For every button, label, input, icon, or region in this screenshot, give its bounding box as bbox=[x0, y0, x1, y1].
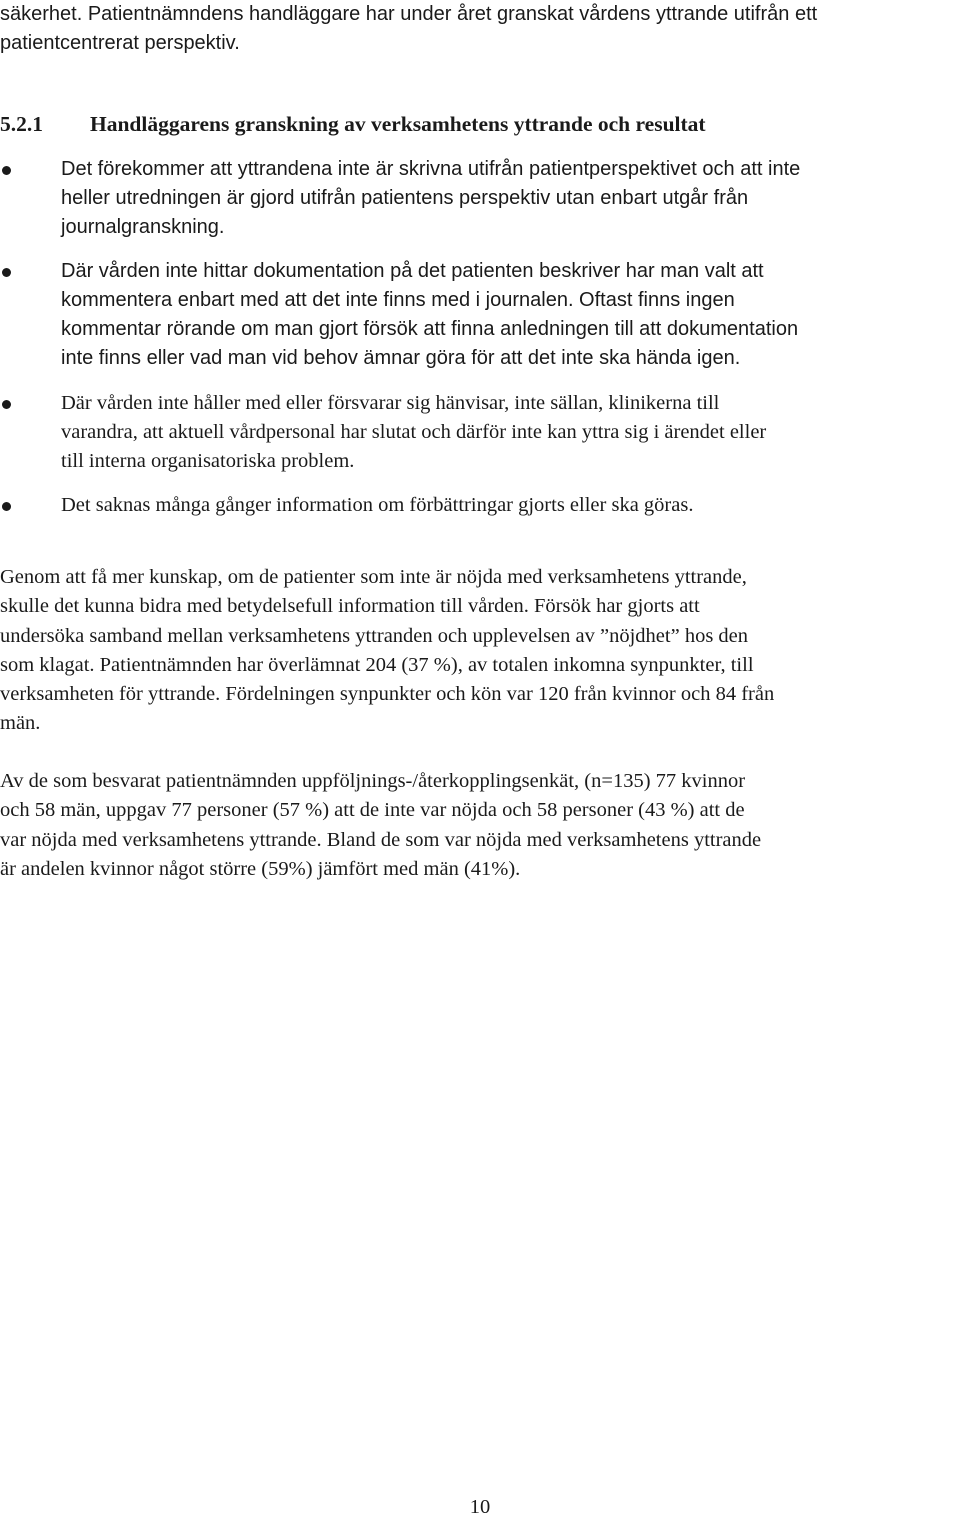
paragraph-line: skulle det kunna bidra med betydelsefull information till vården. Försök har gjorts att bbox=[0, 595, 700, 618]
bullet-line: Det förekommer att yttrandena inte är skrivna utifrån patientperspektivet och att inte bbox=[61, 158, 801, 180]
paragraph-line: var nöjda med verksamhetens yttrande. Bland de som var nöjda med verksamhetens yttrande bbox=[0, 828, 762, 851]
bullet-item-1 bbox=[0, 155, 960, 245]
bullet-text bbox=[61, 491, 693, 520]
paragraph-line: Genom att få mer kunskap, om de patienter som inte är nöjda med verksamhetens yttrande, bbox=[0, 566, 747, 588]
section-number: 5.2.1 bbox=[0, 112, 43, 136]
bullet-line: inte finns eller vad man vid behov ämnar göra för att det inte ska hända igen. bbox=[61, 347, 741, 369]
intro-line-1: säkerhet. Patientnämndens handläggare har under året granskat vårdens yttrande utifrån ett bbox=[0, 3, 818, 25]
bullet-dot-icon bbox=[2, 166, 11, 175]
bullet-dot-icon bbox=[2, 400, 11, 409]
paragraph-line: som klagat. Patientnämnden har överlämnat 204 (37 %), av totalen inkomna synpunkter, till bbox=[0, 653, 754, 676]
intro-line-2: patientcentrerat perspektiv. bbox=[0, 32, 240, 54]
paragraph-line: verksamheten för yttrande. Fördelningen synpunkter och kön var 120 från kvinnor och 84 från bbox=[0, 683, 775, 706]
bullet-line: till interna organisatoriska problem. bbox=[61, 450, 355, 472]
bullet-text bbox=[61, 257, 798, 373]
bullet-dot-icon bbox=[2, 268, 11, 277]
bullet-line: heller utredningen är gjord utifrån patientens perspektiv utan enbart utgår från bbox=[61, 187, 749, 209]
paragraph-line: är andelen kvinnor något större (59%) jämfört med män (41%). bbox=[0, 857, 521, 880]
paragraph-line: män. bbox=[0, 712, 41, 735]
bullet-text bbox=[61, 155, 800, 242]
bullet-item-2 bbox=[0, 257, 960, 377]
paragraph-line: Av de som besvarat patientnämnden uppföljnings-/återkopplingsenkät, (n=135) 77 kvinnor bbox=[0, 770, 746, 792]
bullet-line: Där vården inte hittar dokumentation på det patienten beskriver har man valt att bbox=[61, 260, 764, 282]
body-paragraph-1 bbox=[0, 563, 774, 739]
bullet-item-4 bbox=[0, 491, 960, 521]
bullet-line: journalgranskning. bbox=[61, 216, 225, 238]
bullet-line: kommentar rörande om man gjort försök att finna anledningen till att dokumentation bbox=[61, 318, 799, 340]
bullet-text bbox=[61, 389, 766, 476]
bullet-line: kommentera enbart med att det inte finns med i journalen. Oftast finns ingen bbox=[61, 289, 735, 311]
paragraph-line: och 58 män, uppgav 77 personer (57 %) att de inte var nöjda och 58 personer (43 %) att de bbox=[0, 799, 745, 822]
bullet-line: varandra, att aktuell vårdpersonal har slutat och därför inte kan yttra sig i ärendet eller bbox=[61, 421, 767, 443]
page-number: 10 bbox=[469, 1496, 491, 1518]
bullet-item-3 bbox=[0, 389, 960, 479]
paragraph-line: undersöka samband mellan verksamhetens yttranden och upplevelsen av ”nöjdhet” hos den bbox=[0, 624, 749, 647]
section-title: Handläggarens granskning av verksamhetens yttrande och resultat bbox=[90, 112, 706, 136]
body-paragraph-2 bbox=[0, 767, 761, 884]
bullet-line: Där vården inte håller med eller försvarar sig hänvisar, inte sällan, klinikerna till bbox=[61, 392, 720, 414]
bullet-dot-icon bbox=[2, 502, 11, 511]
bullet-line: Det saknas många gånger information om förbättringar gjorts eller ska göras. bbox=[61, 494, 694, 516]
